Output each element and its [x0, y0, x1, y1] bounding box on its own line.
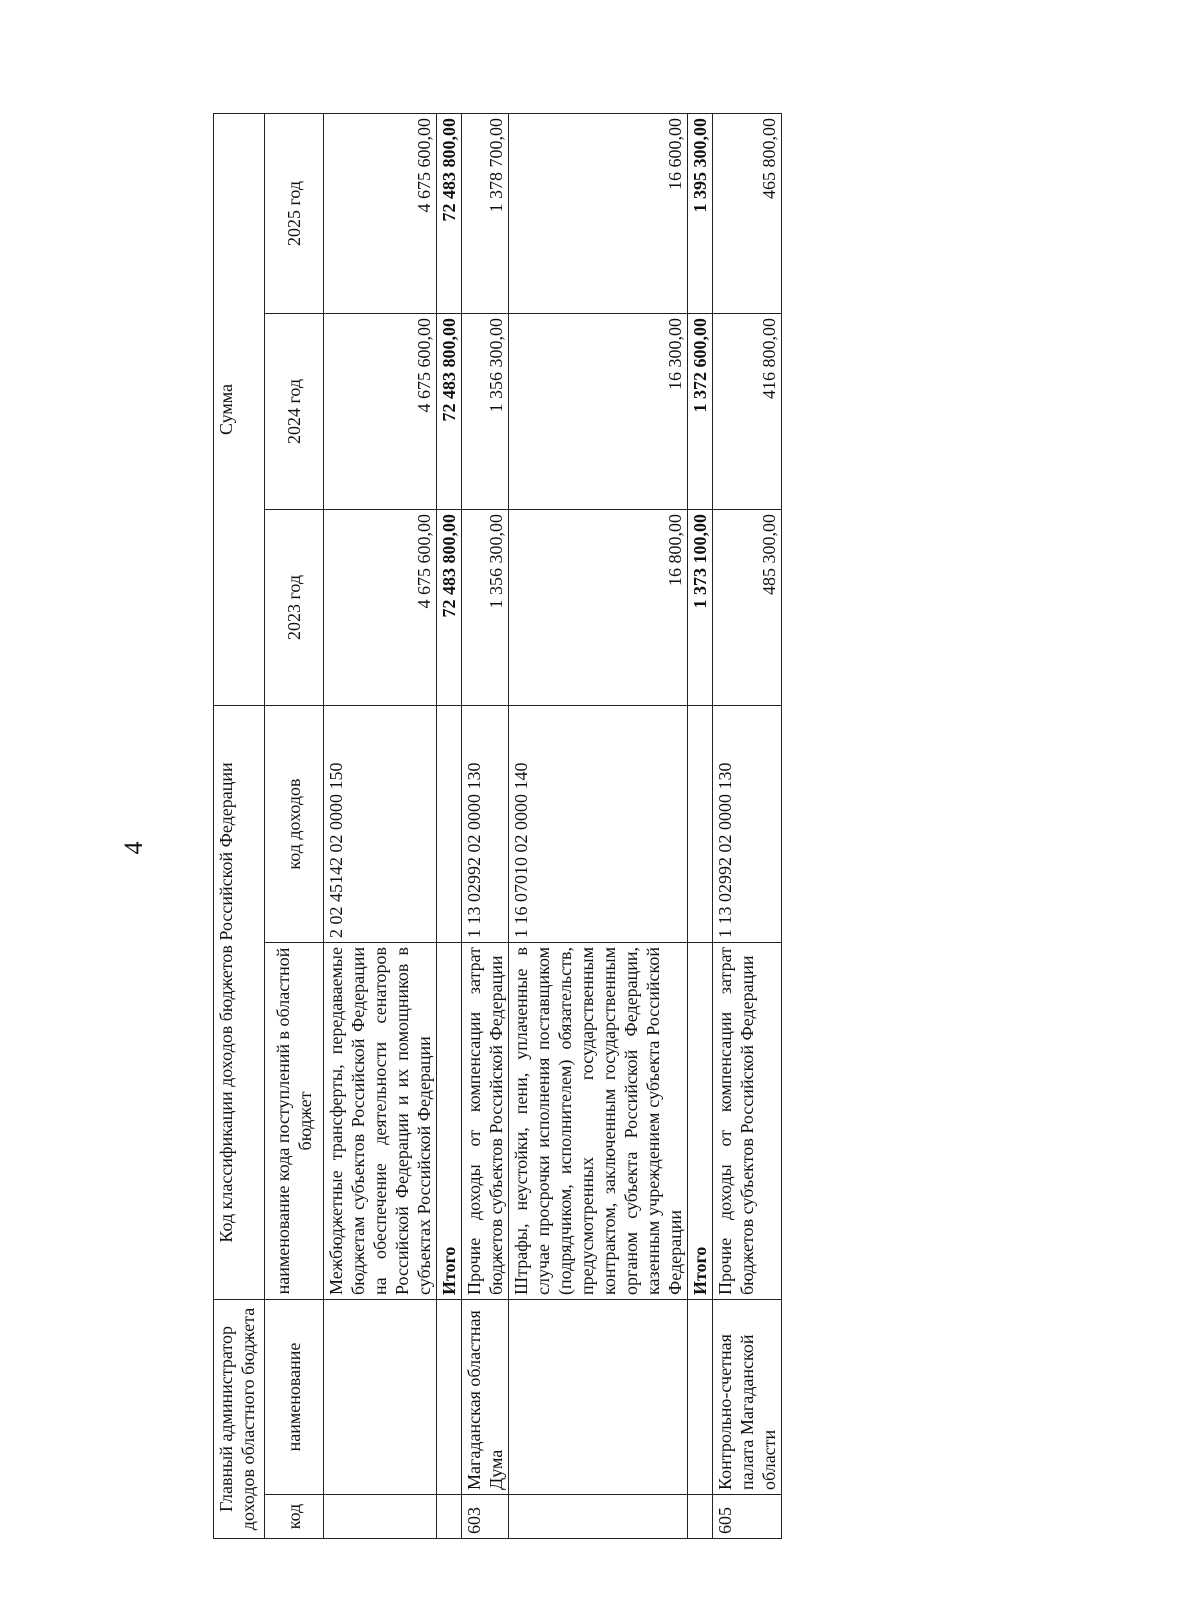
col-name-header: наименование: [265, 1300, 324, 1495]
sum-group-header: Сумма: [214, 113, 265, 705]
col-income-name-header: наименование кода поступлений в областной бюджет: [265, 943, 324, 1300]
col-income-code-header: код доходов: [265, 706, 324, 943]
income-name-cell: Штрафы, неустойки, пени, уплаченные в случае просрочки исполнения поставщиком (подрядчиком, исполнителем) обязательств, предусмотренных государственным контрактом, заключенным государственным органом субъекта Российской Федерации, казенным учреждением субъекта Российской Федерации: [509, 943, 688, 1300]
table-row: [462, 113, 509, 1538]
admin-code-cell: 603: [462, 1495, 509, 1539]
budget-income-table: [213, 113, 782, 1539]
income-name-cell: Прочие доходы от компенсации затрат бюджетов субъектов Российской Федерации: [713, 943, 782, 1300]
amount-2025-cell: 4 675 600,00: [324, 113, 437, 313]
amount-2023-cell: 1 356 300,00: [462, 510, 509, 706]
col-code-header: код: [265, 1495, 324, 1539]
total-2024-cell: 72 483 800,00: [437, 314, 462, 510]
amount-2024-cell: 416 800,00: [713, 314, 782, 510]
col-2023-header: 2023 год: [265, 510, 324, 706]
income-code-cell: 1 16 07010 02 0000 140: [509, 706, 688, 943]
total-2025-cell: 72 483 800,00: [437, 113, 462, 313]
empty-cell: [437, 1495, 462, 1539]
total-2023-cell: 1 373 100,00: [688, 510, 713, 706]
total-2024-cell: 1 372 600,00: [688, 314, 713, 510]
admin-name-cell: [324, 1300, 437, 1495]
table-row: [713, 113, 782, 1538]
amount-2024-cell: 1 356 300,00: [462, 314, 509, 510]
total-2025-cell: 1 395 300,00: [688, 113, 713, 313]
amount-2025-cell: 1 378 700,00: [462, 113, 509, 313]
admin-name-cell: [509, 1300, 688, 1495]
total-label: Итого: [688, 943, 713, 1300]
admin-name-cell: Контрольно-счетная палата Магаданской области: [713, 1300, 782, 1495]
income-name-cell: Прочие доходы от компенсации затрат бюджетов субъектов Российской Федерации: [462, 943, 509, 1300]
empty-cell: [688, 1495, 713, 1539]
admin-name-cell: Магаданская областная Дума: [462, 1300, 509, 1495]
col-2025-header: 2025 год: [265, 113, 324, 313]
admin-code-cell: [324, 1495, 437, 1539]
income-code-cell: 2 02 45142 02 0000 150: [324, 706, 437, 943]
page-number: 4: [119, 841, 148, 855]
amount-2024-cell: 4 675 600,00: [324, 314, 437, 510]
table-row: [509, 113, 688, 1538]
total-row: [688, 113, 713, 1538]
income-code-cell: 1 13 02992 02 0000 130: [713, 706, 782, 943]
income-name-cell: Межбюджетные трансферты, передаваемые бюджетам субъектов Российской Федерации на обеспечение деятельности сенаторов Российской Федерации и их помощников в субъектах Российской Федерации: [324, 943, 437, 1300]
total-2023-cell: 72 483 800,00: [437, 510, 462, 706]
amount-2023-cell: 485 300,00: [713, 510, 782, 706]
table-row: [324, 113, 437, 1538]
amount-2025-cell: 16 600,00: [509, 113, 688, 313]
amount-2023-cell: 16 800,00: [509, 510, 688, 706]
empty-cell: [437, 1300, 462, 1495]
budget-table-rotated: [213, 114, 1000, 1539]
total-label: Итого: [437, 943, 462, 1300]
amount-2025-cell: 465 800,00: [713, 113, 782, 313]
admin-code-cell: 605: [713, 1495, 782, 1539]
income-code-cell: 1 13 02992 02 0000 130: [462, 706, 509, 943]
classification-group-header: Код классификации доходов бюджетов Российской Федерации: [214, 706, 265, 1300]
col-2024-header: 2024 год: [265, 314, 324, 510]
empty-cell: [688, 1300, 713, 1495]
admin-group-header: Главный администратор доходов областного бюджета: [214, 1300, 265, 1539]
total-row: [437, 113, 462, 1538]
amount-2024-cell: 16 300,00: [509, 314, 688, 510]
amount-2023-cell: 4 675 600,00: [324, 510, 437, 706]
admin-code-cell: [509, 1495, 688, 1539]
empty-cell: [437, 706, 462, 943]
empty-cell: [688, 706, 713, 943]
